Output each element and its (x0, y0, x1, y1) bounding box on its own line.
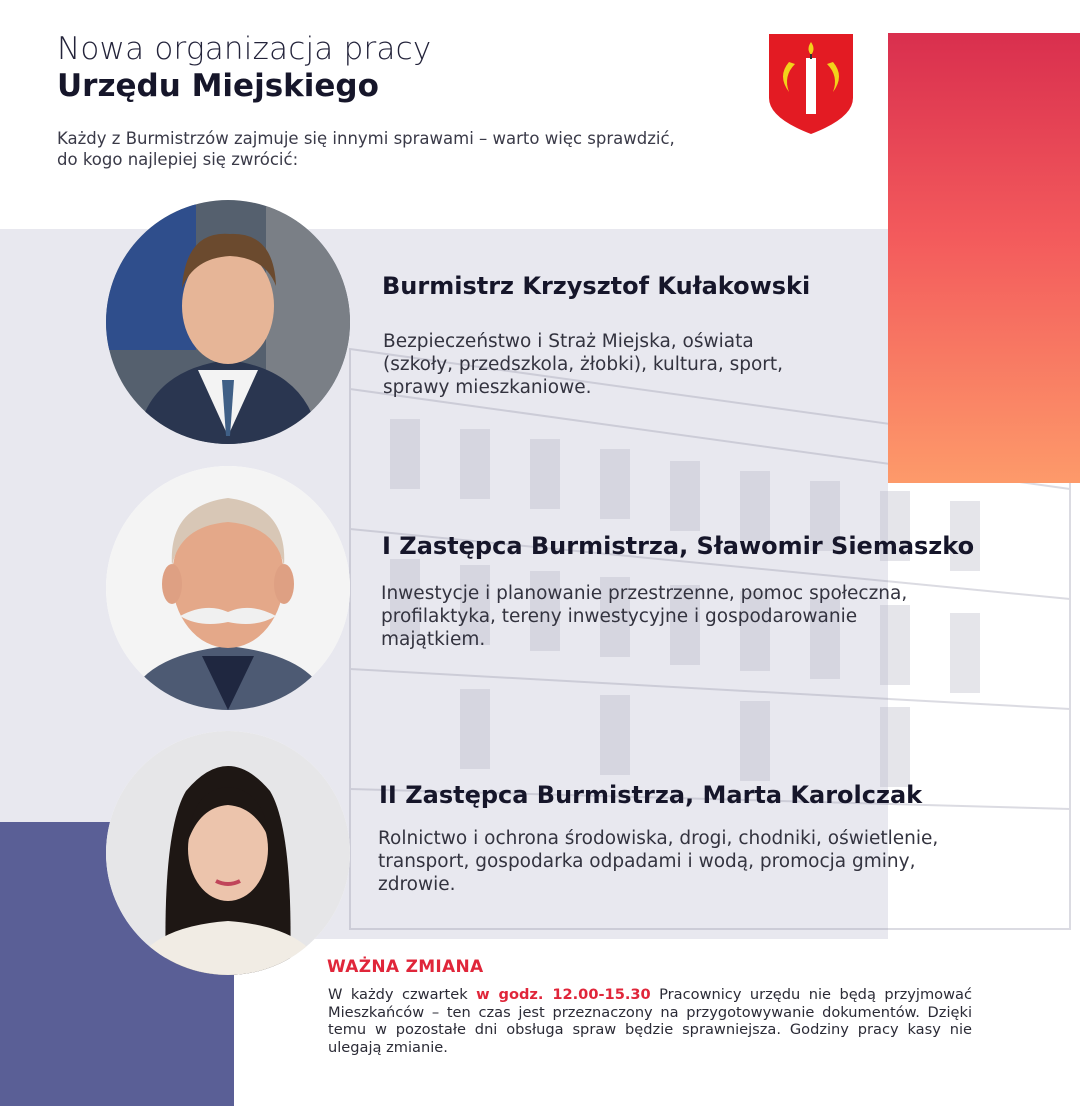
responsibility-line: Bezpieczeństwo i Straż Miejska, oświata (383, 331, 754, 352)
person-name-2: I Zastępca Burmistrza, Sławomir Siemaszko (382, 532, 975, 560)
notice-text (328, 986, 972, 1056)
responsibility-line: transport, gospodarka odpadami i wodą, promocja gminy, (378, 851, 916, 872)
responsibility-line: majątkiem. (381, 629, 486, 650)
page-title-line2: Urzędu Miejskiego (57, 68, 379, 104)
intro-line-2: do kogo najlepiej się zwrócić: (57, 150, 299, 169)
person-responsibilities-3 (378, 827, 1048, 896)
portrait-photo-1 (106, 200, 350, 444)
intro-line-1: Każdy z Burmistrzów zajmuje się innymi sprawami – warto więc sprawdzić, (57, 129, 675, 148)
person-name-1: Burmistrz Krzysztof Kułakowski (382, 272, 811, 300)
portrait-photo-3 (106, 731, 350, 975)
portrait-photo-2 (106, 466, 350, 710)
responsibility-line: Inwestycje i planowanie przestrzenne, pomoc społeczna, (381, 583, 908, 604)
person-name-3: II Zastępca Burmistrza, Marta Karolczak (379, 781, 923, 809)
coat-of-arms-icon (769, 34, 853, 134)
notice-text-before: W każdy czwartek (328, 986, 477, 1003)
responsibility-line: (szkoły, przedszkola, żłobki), kultura, sport, (383, 354, 784, 375)
responsibility-line: Rolnictwo i ochrona środowiska, drogi, chodniki, oświetlenie, (378, 828, 939, 849)
notice-text-after: Pracownicy urzędu nie będą przyjmować Mieszkańców – ten czas jest przeznaczony na przygotowywanie dokumentów. Dzięki temu w pozostałe dni obsługa spraw będzie sprawniejsza. Godziny pracy kasy nie ulegają zmianie. (328, 986, 972, 1056)
notice-title: WAŻNA ZMIANA (327, 957, 484, 977)
notice-highlight-hours: w godz. 12.00-15.30 (476, 986, 651, 1003)
responsibility-line: zdrowie. (378, 874, 456, 895)
responsibility-line: profilaktyka, tereny inwestycyjne i gospodarowanie (381, 606, 858, 627)
responsibility-line: sprawy mieszkaniowe. (383, 377, 592, 398)
decorative-gradient-block (888, 33, 1080, 483)
intro-text (57, 128, 757, 170)
person-responsibilities-2 (381, 582, 1021, 651)
person-responsibilities-1 (383, 330, 853, 399)
page-title-line1: Nowa organizacja pracy (57, 31, 432, 67)
